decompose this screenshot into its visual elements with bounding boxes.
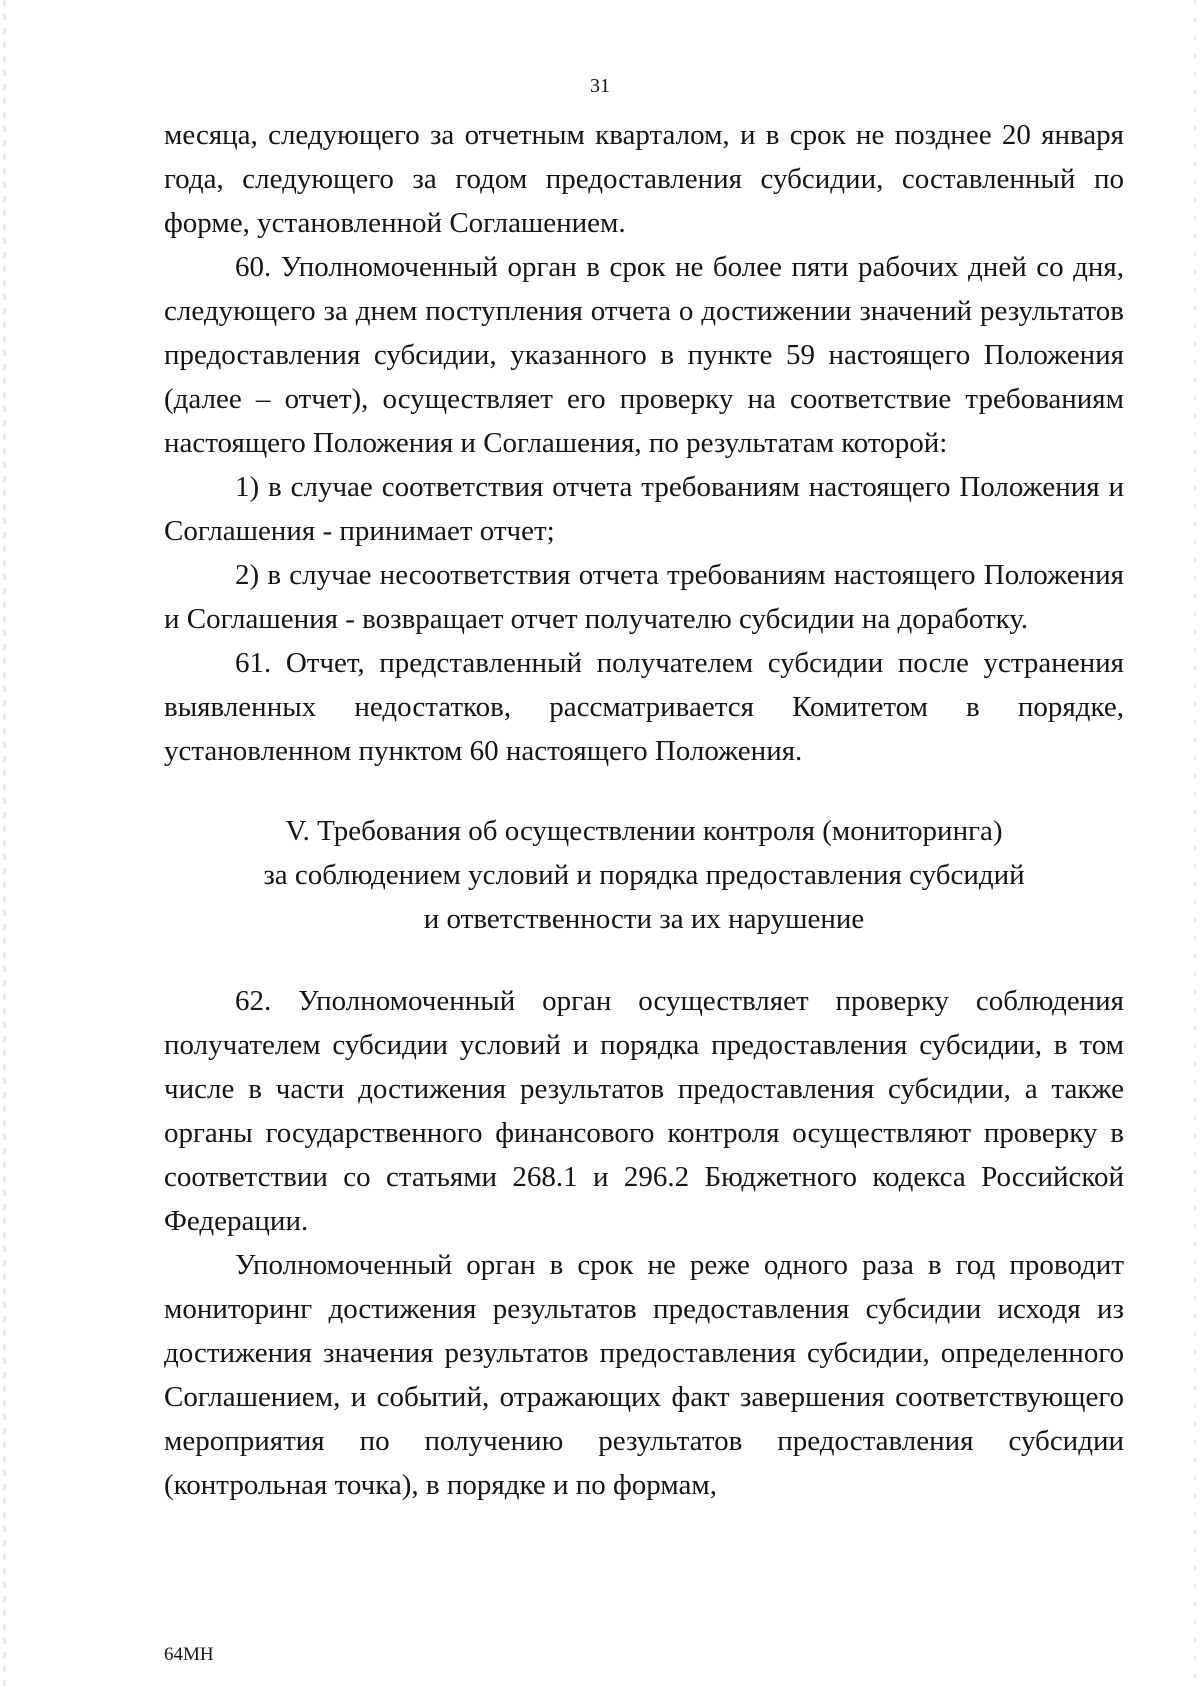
footer-document-code: 64МН — [164, 1644, 214, 1665]
paragraph-60-item-2: 2) в случае несоответствия отчета требованиям настоящего Положения и Соглашения - возвращает отчет получателю субсидии на доработку. — [164, 559, 1124, 635]
page-number: 31 — [590, 75, 610, 97]
section-heading — [164, 809, 1124, 941]
section-heading-line-2: за соблюдением условий и порядка предоставления субсидий — [263, 859, 1025, 891]
paragraph-monitoring: Уполномоченный орган в срок не реже одного раза в год проводит мониторинг достижения результатов предоставления субсидии исходя из достижения значения результатов предоставления субсидии, определенного Соглашением, и событий, отражающих факт завершения соответствующего мероприятия по получению результатов предоставления субсидии (контрольная точка), в порядке и по формам, — [164, 1249, 1124, 1501]
paragraph-continuation: месяца, следующего за отчетным кварталом, и в срок не позднее 20 января года, следующего за годом предоставления субсидии, составленный по форме, установленной Соглашением. — [164, 119, 1124, 239]
paragraph-60-item-1: 1) в случае соответствия отчета требованиям настоящего Положения и Соглашения - принимает отчет; — [164, 471, 1124, 547]
scan-edge-left — [3, 0, 6, 1686]
section-heading-line-3: и ответственности за их нарушение — [423, 903, 865, 935]
section-heading-line-1: V. Требования об осуществлении контроля (мониторинга) — [285, 815, 1003, 847]
scan-edge-right — [1194, 0, 1196, 1686]
paragraph-61: 61. Отчет, представленный получателем субсидии после устранения выявленных недостатков, рассматривается Комитетом в порядке, установленном пунктом 60 настоящего Положения. — [164, 647, 1124, 767]
paragraph-60: 60. Уполномоченный орган в срок не более пяти рабочих дней со дня, следующего за днем поступления отчета о достижении значений результатов предоставления субсидии, указанного в пункте 59 настоящего Положения (далее – отчет), осуществляет его проверку на соответствие требованиям настоящего Положения и Соглашения, по результатам которой: — [164, 251, 1124, 459]
paragraph-62: 62. Уполномоченный орган осуществляет проверку соблюдения получателем субсидии условий и порядка предоставления субсидии, в том числе в части достижения результатов предоставления субсидии, а также органы государственного финансового контроля осуществляют проверку в соответствии со статьями 268.1 и 296.2 Бюджетного кодекса Российской Федерации. — [164, 985, 1124, 1237]
document-body — [164, 113, 1124, 1507]
